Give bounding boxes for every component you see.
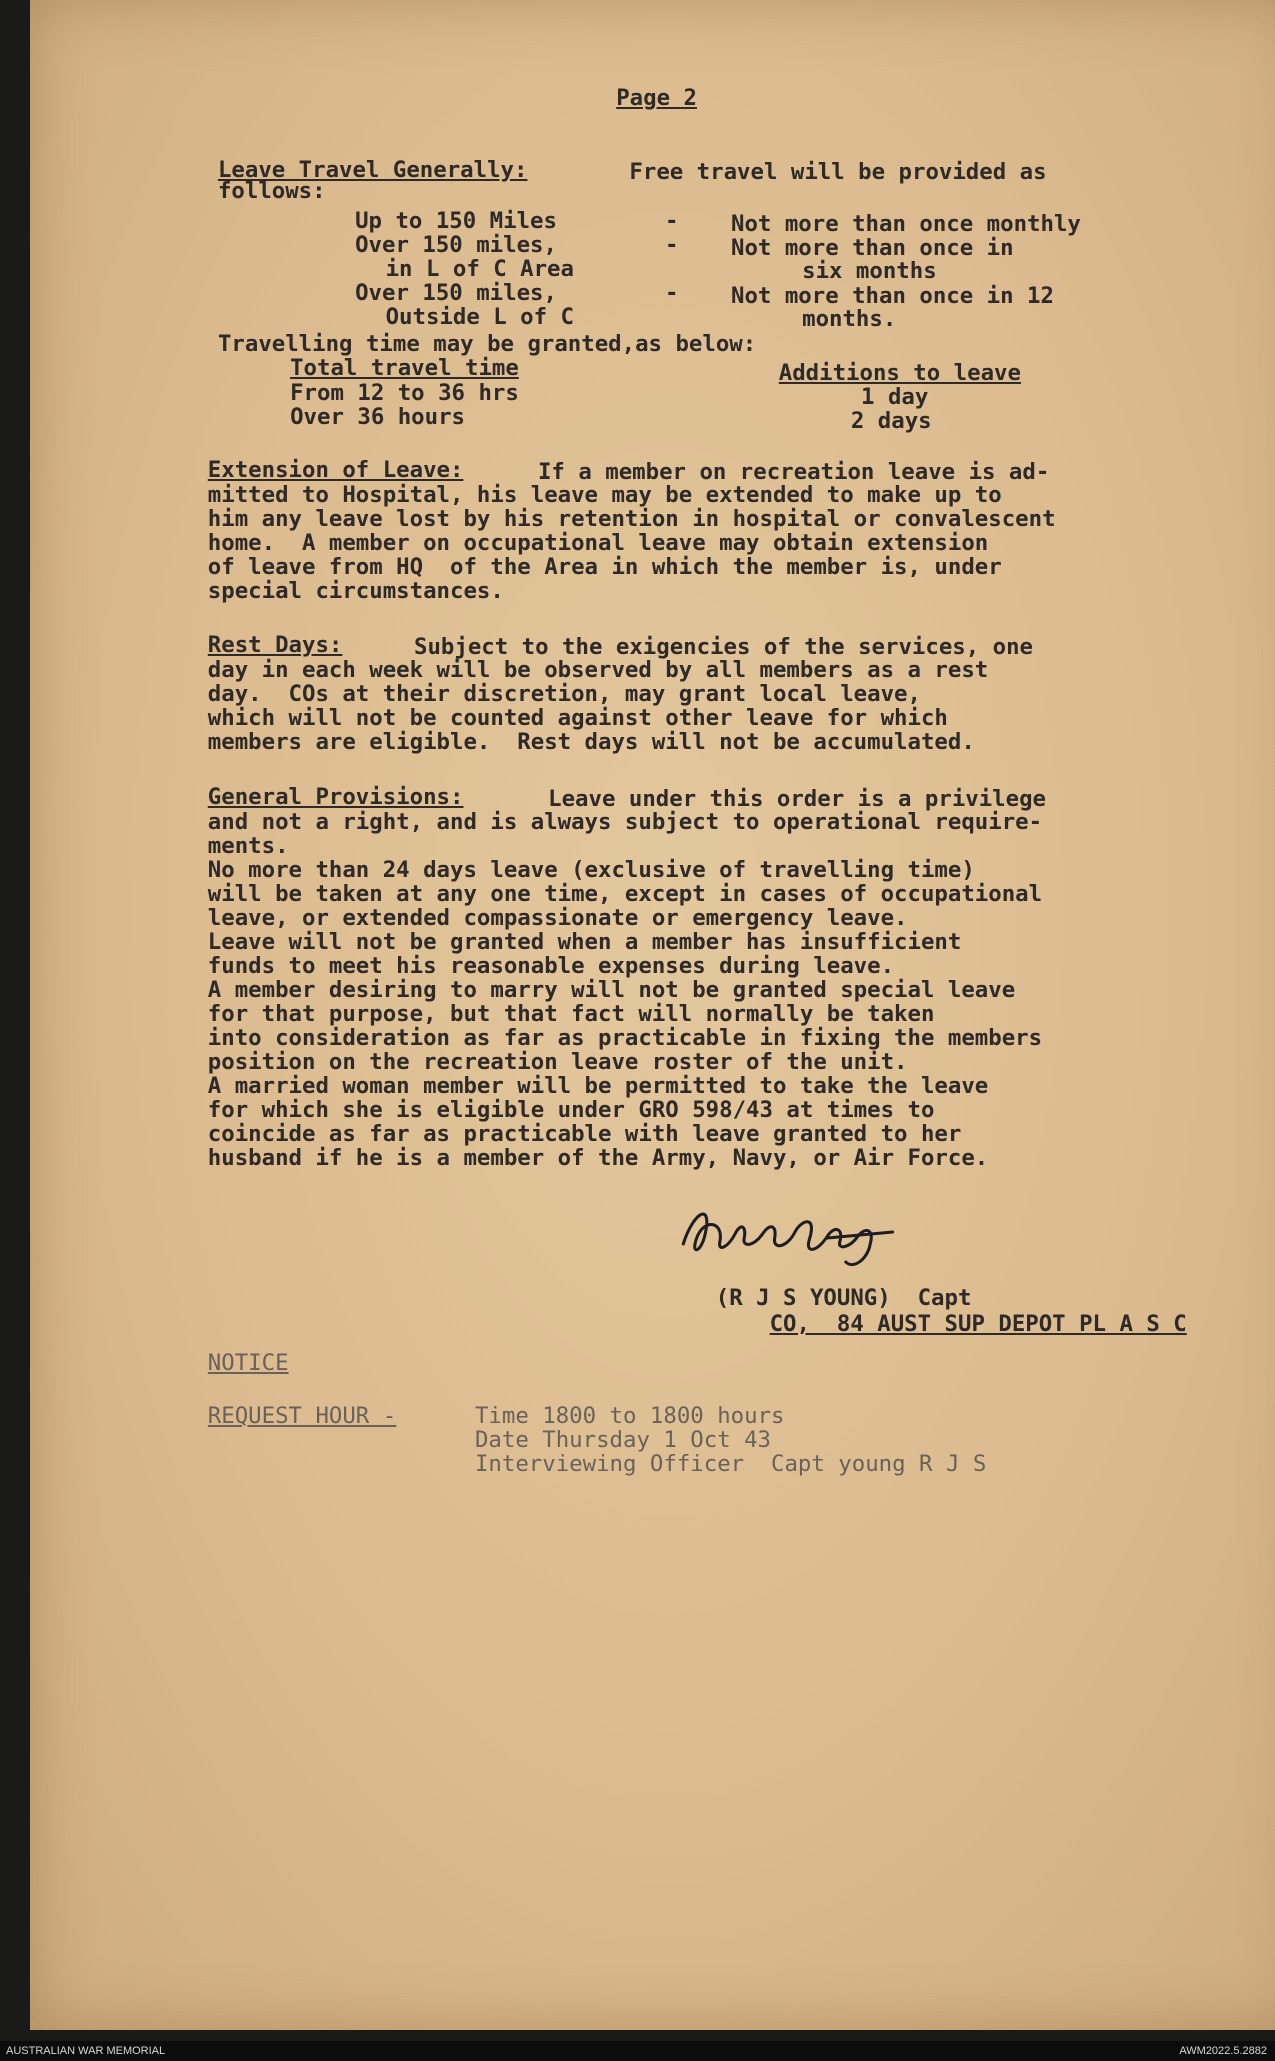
general-line-10: for that purpose, but that fact will normally be taken — [207, 1002, 935, 1027]
request-officer: Interviewing Officer Capt young R J S — [474, 1452, 987, 1477]
travel-frequency-2b: six months — [802, 259, 937, 284]
general-heading — [208, 785, 464, 810]
tt-addition-2: 2 days — [850, 409, 932, 434]
rest-days-line-2: day in each week will be observed by all members as a rest — [207, 658, 989, 683]
general-line-2: and not a right, and is always subject to operational require- — [207, 810, 1043, 835]
request-time: Time 1800 to 1800 hours — [474, 1404, 785, 1429]
extension-heading — [208, 458, 464, 483]
handwritten-signature — [675, 1192, 919, 1272]
general-line-7: Leave will not be granted when a member has insufficient — [207, 930, 962, 955]
leave-travel-heading-text: Leave Travel Generally: — [217, 158, 528, 183]
general-line-9: A member desiring to marry will not be granted special leave — [207, 978, 1016, 1003]
travel-distance-1: Up to 150 Miles — [355, 209, 557, 234]
travelling-time-intro: Travelling time may be granted,as below: — [217, 332, 757, 357]
general-line-6: leave, or extended compassionate or emergency leave. — [207, 906, 908, 931]
footer-institution: AUSTRALIAN WAR MEMORIAL — [6, 2045, 166, 2057]
extension-line-6: special circumstances. — [207, 579, 504, 604]
travel-distance-2: Over 150 miles, — [355, 233, 557, 258]
extension-heading-text: Extension of Leave: — [207, 458, 464, 483]
travel-frequency-1: Not more than once monthly — [730, 212, 1081, 237]
extension-line-3: him any leave lost by his retention in hospital or convalescent — [207, 507, 1056, 532]
extension-line-2: mitted to Hospital, his leave may be extended to make up to — [207, 483, 1002, 508]
extension-line-4: home. A member on occupational leave may obtain extension — [207, 531, 989, 556]
general-line-3: ments. — [207, 834, 289, 859]
rest-days-line-5: members are eligible. Rest days will not be accumulated. — [207, 730, 975, 755]
tt-range-2: Over 36 hours — [290, 405, 466, 430]
rest-days-line-1: Subject to the exigencies of the services, one — [414, 635, 1034, 660]
general-heading-text: General Provisions: — [207, 785, 464, 810]
notice-heading: NOTICE — [207, 1351, 289, 1376]
general-line-4: No more than 24 days leave (exclusive of travelling time) — [207, 858, 975, 883]
signature-title: CO, 84 AUST SUP DEPOT PL A S C — [769, 1312, 1187, 1337]
leave-travel-intro: Free travel will be provided as — [629, 160, 1047, 185]
general-line-13: A married woman member will be permitted to take the leave — [207, 1074, 989, 1099]
travel-area-2: in L of C Area — [385, 257, 574, 282]
general-line-8: funds to meet his reasonable expenses during leave. — [207, 954, 895, 979]
tt-addition-1: 1 day — [861, 385, 929, 410]
rest-days-line-4: which will not be counted against other leave for which — [207, 706, 948, 731]
tt-range-1: From 12 to 36 hrs — [290, 381, 519, 406]
general-line-14: for which she is eligible under GRO 598/43 at times to — [207, 1098, 935, 1123]
signature-name: (R J S YOUNG) Capt — [715, 1286, 972, 1311]
rest-days-line-3: day. COs at their discretion, may grant local leave, — [207, 682, 921, 707]
request-hour-label: REQUEST HOUR - — [207, 1404, 397, 1429]
travel-area-3: Outside L of C — [385, 305, 574, 330]
general-line-12: position on the recreation leave roster of the unit. — [207, 1050, 908, 1075]
travel-distance-3: Over 150 miles, — [355, 281, 557, 306]
document-sheet — [30, 0, 1275, 2030]
general-line-15: coincide as far as practicable with leave granted to her — [207, 1122, 962, 1147]
travel-dash-2: - — [664, 233, 679, 258]
col-additions: Additions to leave — [778, 361, 1021, 386]
general-line-11: into consideration as far as practicable in fixing the members — [207, 1026, 1043, 1051]
archive-footer — [0, 2041, 1275, 2061]
travel-frequency-3b: months. — [802, 307, 897, 332]
general-line-16: husband if he is a member of the Army, Navy, or Air Force. — [207, 1146, 989, 1171]
travel-frequency-3: Not more than once in 12 — [730, 284, 1054, 309]
col-travel-time: Total travel time — [290, 356, 519, 381]
rest-days-heading — [208, 633, 343, 658]
general-line-5: will be taken at any one time, except in cases of occupational — [207, 882, 1043, 907]
travel-dash-3: - — [664, 281, 679, 306]
travel-dash-1: - — [664, 209, 679, 234]
rest-days-heading-text: Rest Days: — [207, 633, 343, 658]
page-label: Page 2 — [616, 86, 697, 111]
footer-accession: AWM2022.5.2882 — [1179, 2045, 1267, 2057]
request-date: Date Thursday 1 Oct 43 — [474, 1428, 772, 1453]
extension-line-5: of leave from HQ of the Area in which the member is, under — [207, 555, 1002, 580]
travel-frequency-2: Not more than once in — [730, 236, 1014, 261]
leave-travel-intro2: follows: — [217, 179, 326, 204]
general-line-1: Leave under this order is a privilege — [548, 787, 1047, 812]
extension-line-1: If a member on recreation leave is ad- — [537, 460, 1050, 485]
